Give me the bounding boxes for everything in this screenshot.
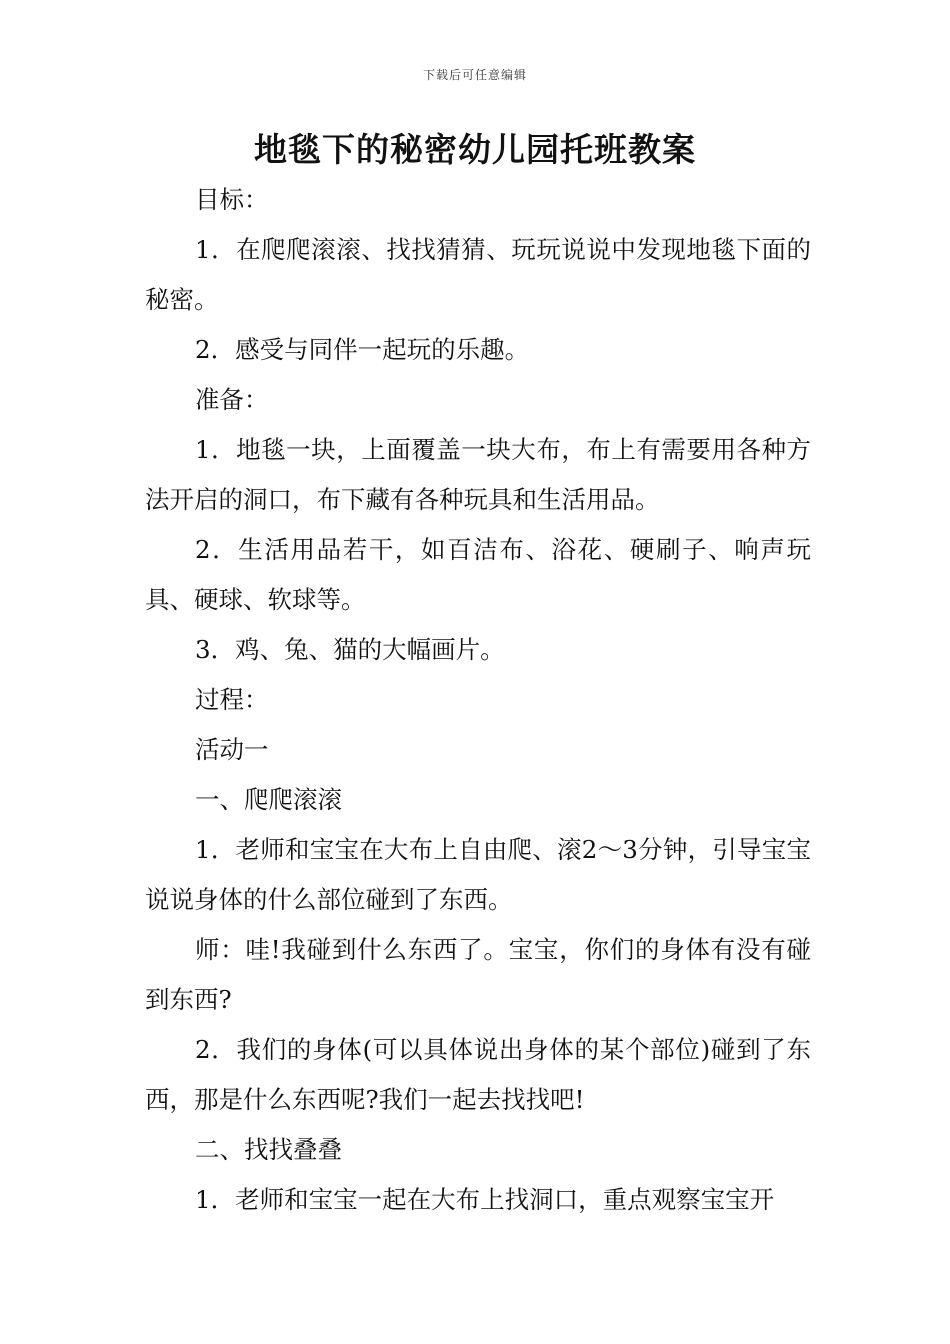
subsection-heading-find-stack: 二、找找叠叠 [195,1135,342,1164]
document-body [145,175,811,1225]
goal-item-2: 2．感受与同伴一起玩的乐趣。 [195,335,530,364]
preparation-item-2: 2．生活用品若干，如百洁布、浴花、硬刷子、响声玩具、硬球、软球等。 [145,535,811,614]
preparation-item-3: 3．鸡、兔、猫的大幅画片。 [195,635,505,664]
section-heading-process: 过程： [195,685,269,714]
preparation-item-1: 1．地毯一块，上面覆盖一块大布，布上有需要用各种方法开启的洞口，布下藏有各种玩具和生活用品。 [145,435,811,514]
header-note: 下载后可任意编辑 [422,68,527,82]
teacher-dialogue: 师：哇!我碰到什么东西了。宝宝，你们的身体有没有碰到东西? [145,935,811,1014]
subsection-heading-crawl-roll: 一、爬爬滚滚 [195,785,342,814]
section-heading-goals: 目标： [195,185,269,214]
process-step-3: 1．老师和宝宝一起在大布上找洞口，重点观察宝宝开 [195,1185,775,1214]
goal-item-1: 1．在爬爬滚滚、找找猜猜、玩玩说说中发现地毯下面的秘密。 [145,235,811,314]
process-step-2: 2．我们的身体(可以具体说出身体的某个部位)碰到了东西，那是什么东西呢?我们一起去找找吧! [145,1035,811,1114]
activity-heading: 活动一 [195,735,269,764]
section-heading-preparation: 准备： [195,385,269,414]
process-step-1: 1．老师和宝宝在大布上自由爬、滚2～3分钟，引导宝宝说说身体的什么部位碰到了东西。 [145,835,811,914]
document-title: 地毯下的秘密幼儿园托班教案 [254,130,696,169]
